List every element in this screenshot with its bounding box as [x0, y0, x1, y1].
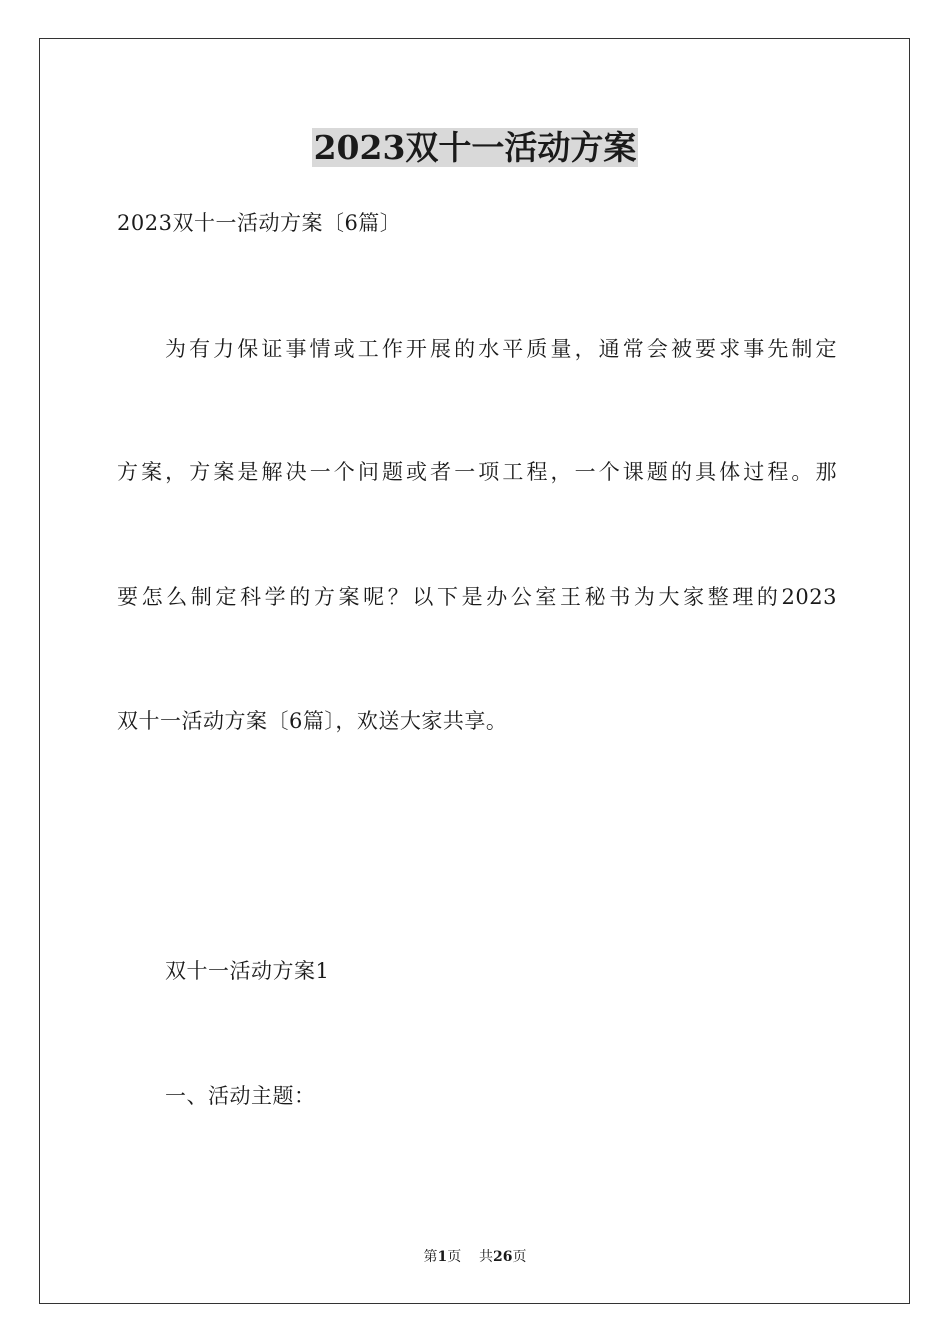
subsection-heading: 一、活动主题： — [165, 1084, 316, 1108]
section-heading: 双十一活动方案1 — [165, 959, 330, 983]
footer-total-suffix: 页 — [512, 1249, 527, 1265]
footer-total-pages: 26 — [493, 1249, 513, 1265]
intro-line-2: 方案，方案是解决一个问题或者一项工程，一个课题的具体过程。那 — [117, 460, 837, 484]
document-title-text: 2023双十一活动方案 — [313, 128, 637, 167]
page-footer — [0, 1248, 950, 1266]
intro-line-3: 要怎么制定科学的方案呢？以下是办公室王秘书为大家整理的2023 — [117, 585, 837, 609]
footer-page-number: 1 — [437, 1249, 448, 1265]
footer-page-suffix: 页 — [447, 1249, 462, 1265]
document-subtitle: 2023双十一活动方案〔6篇〕 — [117, 211, 402, 235]
intro-line-1: 为有力保证事情或工作开展的水平质量，通常会被要求事先制定 — [165, 337, 837, 361]
footer-total-prefix: 共 — [479, 1249, 494, 1265]
intro-line-4: 双十一活动方案〔6篇〕，欢送大家共享。 — [117, 709, 508, 733]
footer-page-prefix: 第 — [423, 1249, 438, 1265]
document-title — [0, 126, 950, 170]
